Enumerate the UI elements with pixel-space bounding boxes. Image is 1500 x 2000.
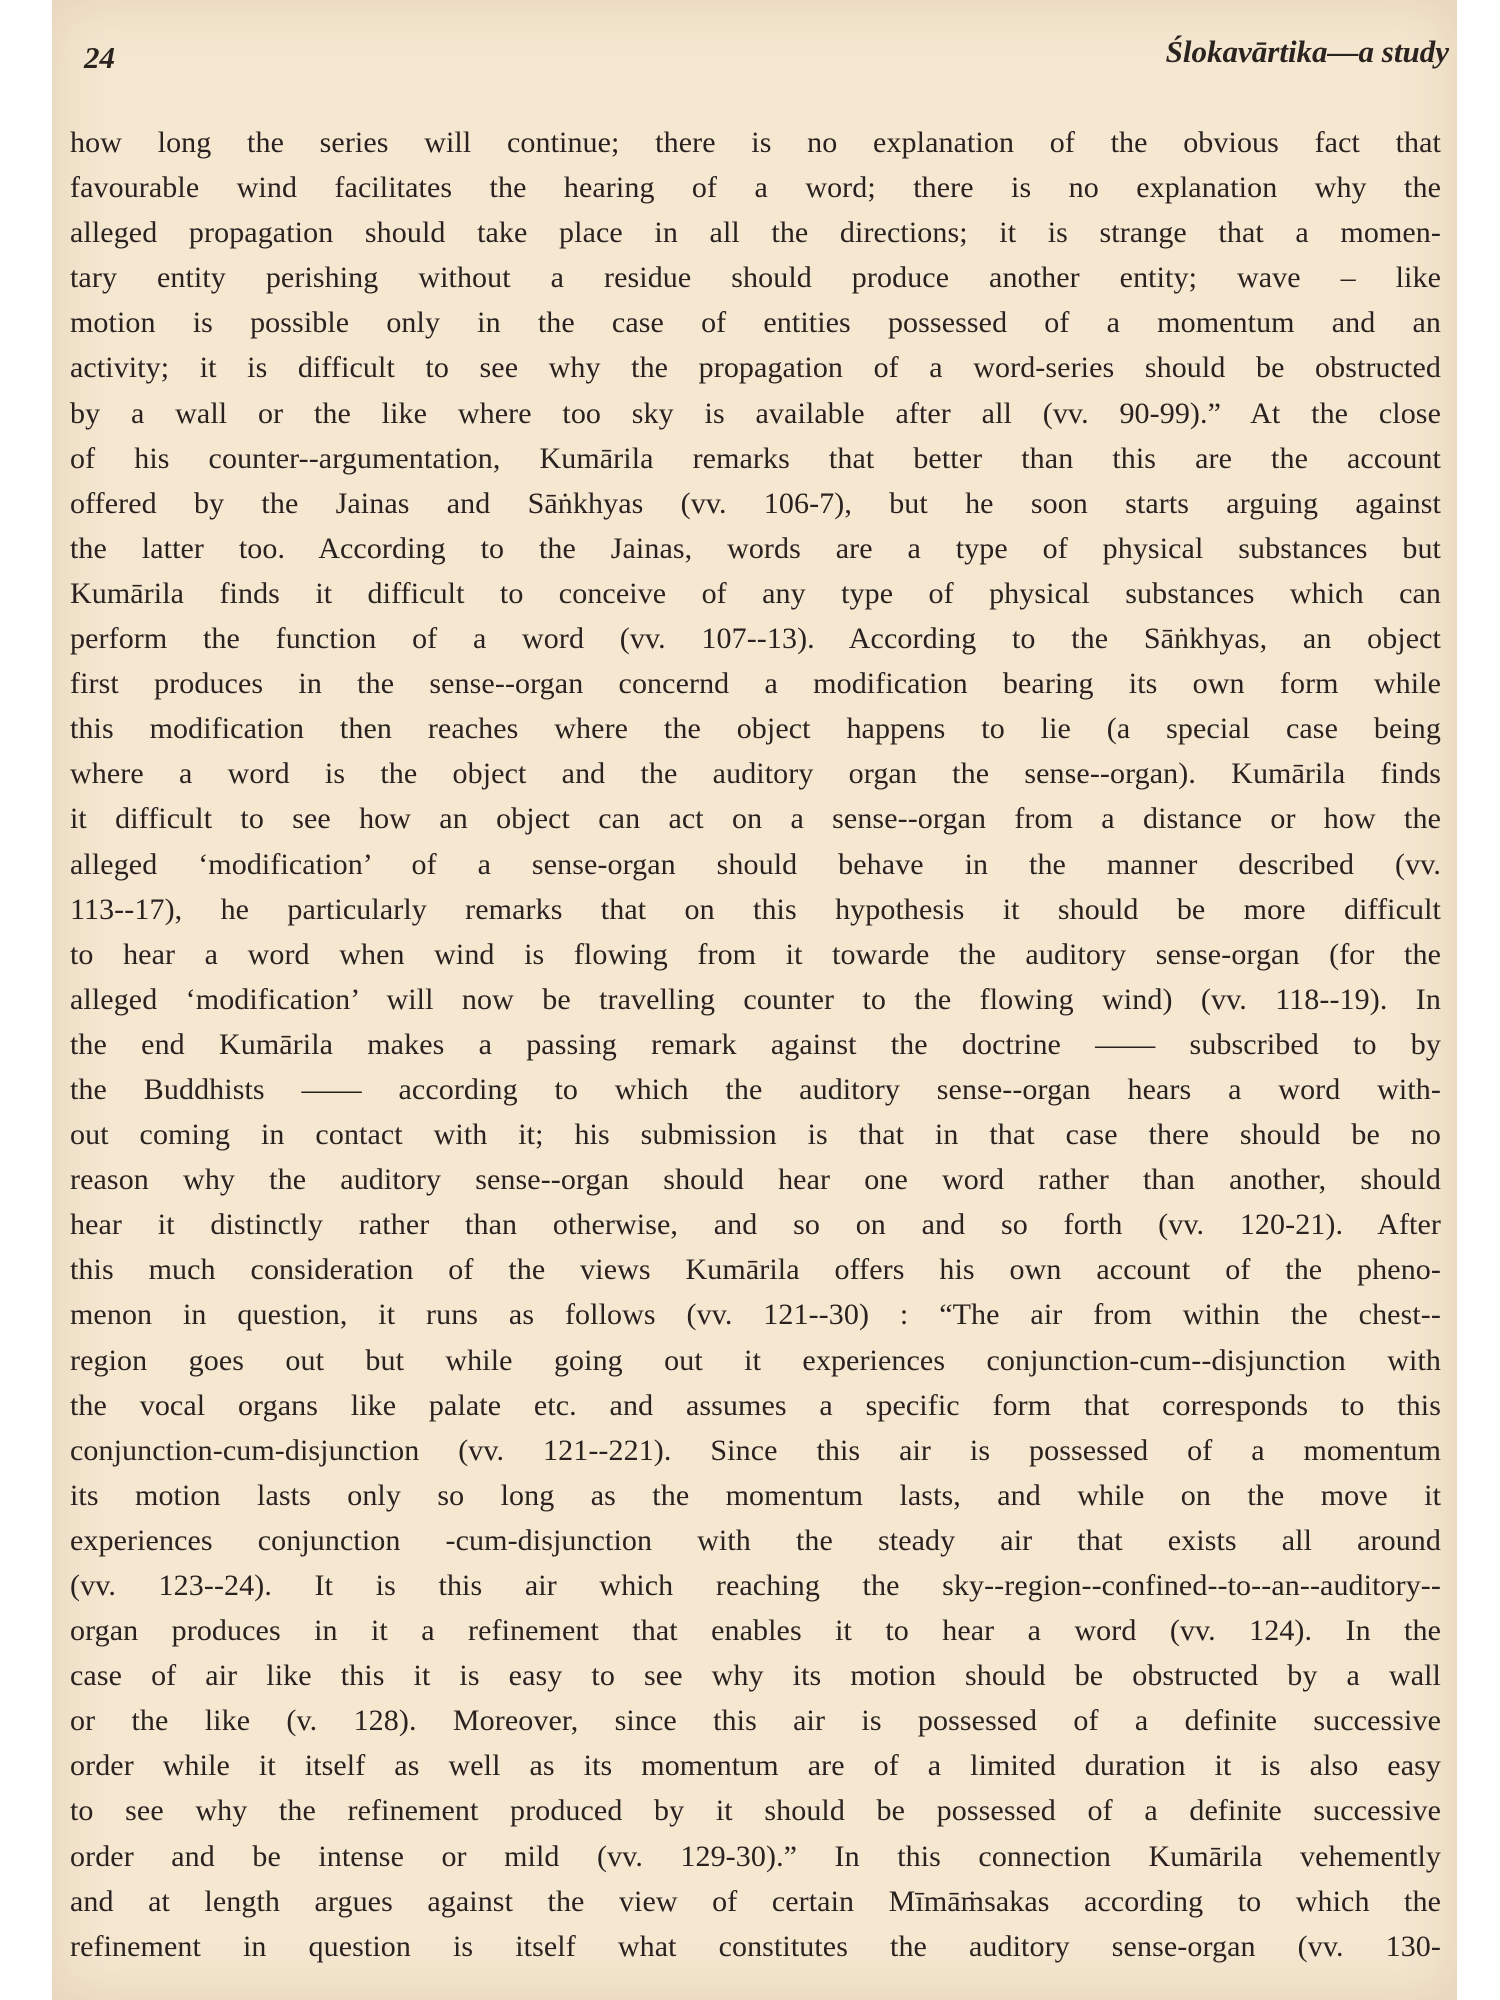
text-line: alleged propagation should take place in all the directions; it is strange that a momen- — [70, 216, 1441, 250]
text-line: the end Kumārila makes a passing remark against the doctrine —— subscribed to by — [70, 1027, 1441, 1061]
text-line: hear it distinctly rather than otherwise, and so on and so forth (vv. 120-21). After — [70, 1208, 1441, 1242]
text-line: of his counter--argumentation, Kumārila remarks that better than this are the account — [70, 441, 1441, 475]
text-line: to see why the refinement produced by it should be possessed of a definite successive — [70, 1794, 1441, 1828]
text-line: the vocal organs like palate etc. and assumes a specific form that corresponds to this — [70, 1388, 1441, 1422]
text-line: the latter too. According to the Jainas, words are a type of physical substances but — [70, 531, 1441, 565]
text-line: organ produces in it a refinement that enables it to hear a word (vv. 124). In the — [70, 1614, 1441, 1648]
text-line: out coming in contact with it; his submission is that in that case there should be no — [70, 1118, 1441, 1152]
text-line: favourable wind facilitates the hearing of a word; there is no explanation why the — [70, 171, 1441, 205]
text-line: offered by the Jainas and Sāṅkhyas (vv. 106-7), but he soon starts arguing against — [70, 486, 1441, 520]
text-line: or the like (v. 128). Moreover, since this air is possessed of a definite successive — [70, 1704, 1441, 1738]
text-line: conjunction-cum-disjunction (vv. 121--221). Since this air is possessed of a momentum — [70, 1433, 1441, 1467]
text-line: perform the function of a word (vv. 107--13). According to the Sāṅkhyas, an object — [70, 622, 1441, 656]
text-line: order and be intense or mild (vv. 129-30).” In this connection Kumārila vehemently — [70, 1839, 1441, 1873]
text-line: this modification then reaches where the object happens to lie (a special case being — [70, 712, 1441, 746]
text-line: Kumārila finds it difficult to conceive of any type of physical substances which can — [70, 576, 1441, 610]
text-line: the Buddhists —— according to which the auditory sense--organ hears a word with- — [70, 1072, 1441, 1106]
text-line: its motion lasts only so long as the momentum lasts, and while on the move it — [70, 1478, 1441, 1512]
text-line: reason why the auditory sense--organ should hear one word rather than another, should — [70, 1163, 1441, 1197]
running-head — [52, 28, 1457, 88]
text-line: how long the series will continue; there is no explanation of the obvious fact that — [70, 126, 1441, 159]
body-text — [70, 120, 1441, 1969]
text-line: to hear a word when wind is flowing from it towarde the auditory sense-organ (for the — [70, 937, 1441, 971]
page-number: 24 — [84, 40, 115, 75]
text-line: activity; it is difficult to see why the propagation of a word-series should be obstructed — [70, 351, 1441, 385]
text-line: alleged ‘modification’ will now be travelling counter to the flowing wind) (vv. 118--19). In — [70, 982, 1441, 1016]
text-line: 113--17), he particularly remarks that on this hypothesis it should be more difficult — [70, 892, 1441, 926]
text-line: by a wall or the like where too sky is available after all (vv. 90-99).” At the close — [70, 396, 1441, 430]
running-title: Ślokavārtika—a study — [1165, 34, 1449, 69]
text-line: this much consideration of the views Kumārila offers his own account of the pheno- — [70, 1253, 1441, 1287]
text-line: alleged ‘modification’ of a sense-organ should behave in the manner described (vv. — [70, 847, 1441, 881]
text-line: experiences conjunction -cum-disjunction with the steady air that exists all around — [70, 1523, 1441, 1557]
text-line: tary entity perishing without a residue should produce another entity; wave – like — [70, 261, 1441, 295]
book-page — [52, 0, 1457, 2000]
text-line: (vv. 123--24). It is this air which reaching the sky--region--confined--to--an--auditory-- — [70, 1569, 1441, 1602]
text-line: region goes out but while going out it experiences conjunction-cum--disjunction with — [70, 1343, 1441, 1377]
text-line: and at length argues against the view of certain Mīmāṁsakas according to which the — [70, 1884, 1441, 1918]
text-line: motion is possible only in the case of entities possessed of a momentum and an — [70, 306, 1441, 340]
text-line: order while it itself as well as its momentum are of a limited duration it is also easy — [70, 1749, 1441, 1783]
text-line: case of air like this it is easy to see why its motion should be obstructed by a wall — [70, 1659, 1441, 1693]
text-line: refinement in question is itself what constitutes the auditory sense-organ (vv. 130- — [70, 1929, 1441, 1963]
text-line: first produces in the sense--organ concernd a modification bearing its own form while — [70, 667, 1441, 701]
text-line: menon in question, it runs as follows (vv. 121--30) : “The air from within the chest-- — [70, 1298, 1441, 1332]
text-line: it difficult to see how an object can act on a sense--organ from a distance or how the — [70, 802, 1441, 836]
text-line: where a word is the object and the auditory organ the sense--organ). Kumārila finds — [70, 757, 1441, 791]
